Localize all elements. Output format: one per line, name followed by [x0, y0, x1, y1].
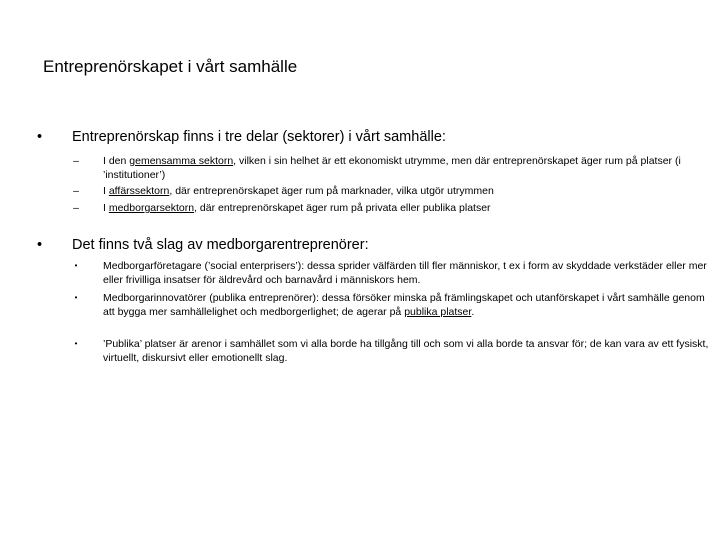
text-segment: I	[103, 185, 109, 197]
text-segment: I den	[103, 155, 130, 167]
bullet-marker: •	[74, 293, 78, 302]
sub-bullet-text	[103, 291, 711, 319]
bullet-marker: •	[74, 339, 78, 348]
sub-bullet-text: Medborgarföretagare (’social enterprisers’): dessa sprider välfärden till fler människor, t ex i form av skyddade verkstäder eller mer eller frivilliga insatser för äldrevård och barnavård i människors hem.	[103, 260, 707, 286]
sector-term: gemensamma sektorn	[129, 155, 234, 167]
slide-title: Entreprenörskapet i vårt samhälle	[43, 57, 298, 76]
text-segment: Medborgarinnovatörer (publika entreprenörer): dessa försöker minska på främlingskapet och utanförskapet i vårt samhälle genom att bygga mer samhällelighet och medborgerlighet; de agerar på	[103, 292, 705, 318]
bullet-marker: •	[37, 129, 43, 145]
sub-bullet-item	[71, 201, 711, 215]
sector-term: affärssektorn	[108, 185, 170, 197]
sub-bullet-item	[71, 337, 711, 365]
text-segment: I	[103, 202, 109, 214]
bullet-marker: •	[37, 237, 43, 253]
sector-term: medborgarsektorn	[108, 202, 195, 214]
dash-marker: –	[73, 155, 79, 167]
sub-bullet-item	[71, 259, 711, 287]
dash-marker: –	[73, 185, 79, 197]
sub-bullet-text	[103, 154, 711, 182]
sub-bullet-text	[103, 184, 711, 198]
bullet-text: Det finns två slag av medborgarentreprenörer:	[72, 237, 369, 253]
sub-bullet-item	[71, 154, 711, 182]
text-segment: , vilken i sin helhet är ett ekonomiskt utrymme, men där entreprenörskapet äger rum på platser (i ’institutioner’)	[103, 155, 681, 181]
text-segment: , där entreprenörskapet äger rum på marknader, vilka utgör utrymmen	[169, 185, 494, 197]
text-segment: , där entreprenörskapet äger rum på privata eller publika platser	[194, 202, 491, 214]
sub-bullet-text: ’Publika’ platser är arenor i samhället som vi alla borde ha tillgång till och som vi alla borde ta ansvar för; de kan vara av ett fysiskt, virtuellt, diskursivt eller emotionellt slag.	[103, 338, 709, 364]
sub-bullet-item	[71, 291, 711, 319]
sub-bullet-item	[71, 184, 711, 198]
bullet-text: Entreprenörskap finns i tre delar (sektorer) i vårt samhälle:	[72, 129, 446, 145]
publika-platser-term: publika platser	[404, 306, 472, 318]
text-segment: .	[471, 306, 475, 318]
dash-marker: –	[73, 202, 79, 214]
sub-bullet-text	[103, 201, 711, 215]
bullet-marker: •	[74, 261, 78, 270]
